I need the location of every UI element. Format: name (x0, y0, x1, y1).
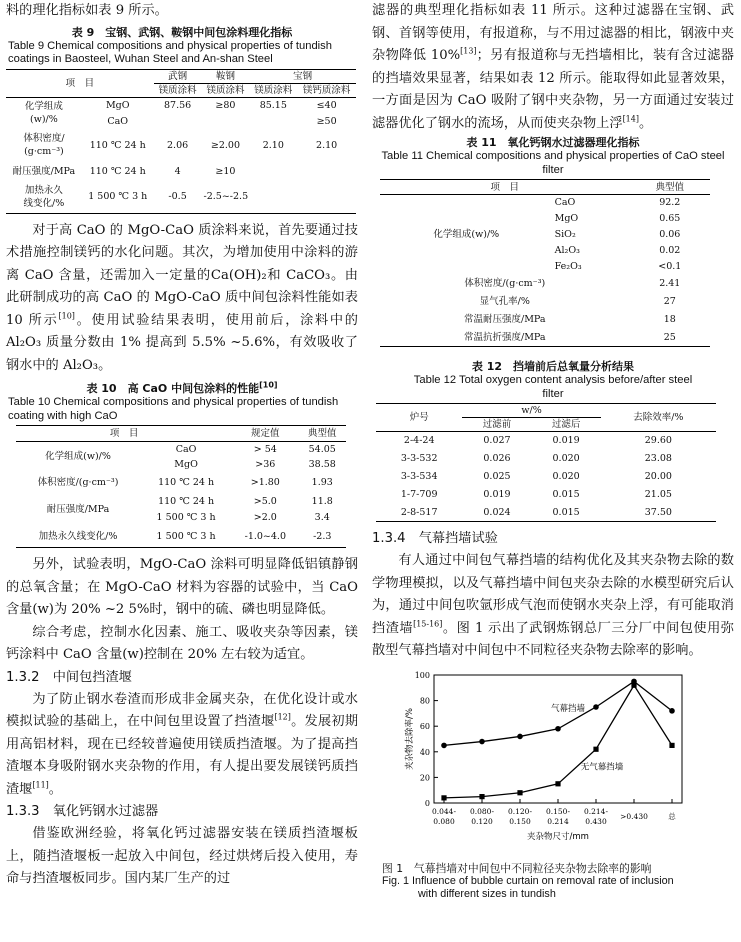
x-tick-label: 总 (668, 811, 676, 821)
t9-r4-v1: -0.5 (168, 191, 187, 203)
para-6 (372, 0, 734, 135)
t9-head-item: 项 目 (65, 77, 95, 89)
para-6-text: 滤器的典型理化指标如表 11 所示。这种过滤器在宝钢、武钢、首钢等使用，有报道称，与不用过滤器的相比，钢液中夹杂物降低 10% (372, 3, 734, 63)
t10-r1b-typ: 38.58 (308, 458, 336, 470)
x-tick-label: 0.080- (469, 806, 495, 816)
table11 (380, 179, 710, 347)
para-6-ref: [13] (460, 46, 477, 56)
series-0-point (593, 704, 599, 710)
series-0-point (669, 708, 675, 714)
t12-head-heat: 炉号 (409, 412, 429, 423)
t12-cell-after: 0.020 (552, 471, 580, 482)
t10-r3-label: 耐压强度/MPa (46, 504, 110, 515)
t11-phys-value: 2.41 (659, 278, 681, 289)
table11-caption-en: Table 11 Chemical compositions and physical properties of CaO steel filter (381, 150, 725, 176)
para-6-ref2: [14] (622, 114, 639, 124)
t12-head-before: 过滤前 (482, 419, 512, 430)
t12-cell-heat: 2-8-517 (400, 506, 438, 518)
series-0-point (441, 742, 447, 748)
t9-r2-v1: 2.06 (167, 139, 189, 151)
t11-phys-value: 27 (663, 296, 676, 307)
t10-r3a-spec: >5.0 (253, 496, 277, 507)
x-tick-label-2: 0.214 (547, 816, 569, 826)
t11-comp-value: 92.2 (659, 197, 681, 209)
para-1-text: 对于高 CaO 的 MgO-CaO 质涂料来说，首先要通过技术措施控制镁钙的水化问题。其次，为增加使用中涂料的游离 CaO 含量，还需加入一定量的Ca(OH)₂和 CaCO₃。由此研制成功的高 CaO 的 MgO-CaO 质中间包涂料性能如表 10 所示 (6, 222, 358, 328)
t9-r4-v2: -2.5~-2.5 (203, 191, 249, 203)
t11-comp-value: 0.06 (659, 229, 681, 240)
x-tick-label-2: 0.430 (585, 816, 607, 826)
t12-cell-rate: 37.50 (644, 506, 672, 518)
right-column (372, 0, 734, 901)
t12-row (376, 504, 716, 522)
para-2: 另外，试验表明，MgO-CaO 涂料可明显降低铝镇静钢的总氧含量；在 MgO-CaO 材料为容器的试验中，当 CaO 含量(w)为 20% ~2 5%时，钢中的硫、磷也明显降低。 (6, 557, 358, 617)
x-axis-label: 夹杂物尺寸/mm (527, 831, 589, 842)
t12-cell-before: 0.025 (483, 471, 511, 482)
left-column (6, 0, 358, 891)
t12-row (376, 450, 716, 468)
t12-cell-after: 0.019 (552, 435, 580, 447)
t9-sub-mg3: 镁质涂料 (254, 84, 293, 96)
t10-r4-spec: -1.0~4.0 (244, 530, 286, 542)
t11-comp-key: CaO (554, 197, 576, 209)
section-1-3-3: 1.3.3 氧化钙钢水过滤器 (6, 804, 159, 819)
t9-r1-label1: 化学组成 (24, 101, 63, 113)
t10-r2-typ: 1.93 (311, 477, 333, 488)
t11-phys-row (380, 275, 710, 293)
t9-r2-v4: 2.10 (316, 139, 338, 151)
t9-r3-label: 耐压强度/MPa (12, 165, 76, 177)
t9-r4-label2: 线变化/% (23, 197, 65, 209)
x-tick-label-2: 0.120 (471, 816, 493, 826)
para-7-text: 有人通过中间包气幕挡墙的结构优化及其夹杂物去除的数学物理模拟，以及气幕挡墙中间包夹杂去除的水模型研究后认为，通过中间包吹氩形成气泡而使钢水夹杂上浮，有可能取消挡渣墙 (372, 553, 734, 636)
para-7-ref: [15-16] (413, 619, 443, 629)
t11-phys-value: 25 (663, 331, 676, 343)
para-1-text-b: 。使用试验结果表明，使用前后，涂料中的 Al₂O₃ 质量分数由 1% 提高到 5.5% ~5.6%，有效吸收了钢水中的 Al₂O₃。 (6, 312, 358, 373)
t9-r1a-v4: ≤40 (316, 99, 337, 111)
t11-comp-value: 0.02 (659, 245, 681, 256)
t11-comp-key: MgO (554, 213, 579, 224)
t9-r4-label1: 加热永久 (24, 184, 63, 196)
t10-r3a-cond: 110 ℃ 24 h (158, 496, 215, 507)
t11-comp-label: 化学组成(w)/% (433, 229, 500, 241)
t11-phys-value: 18 (663, 314, 676, 325)
t12-rows (376, 432, 716, 522)
x-tick-label: 0.214- (583, 806, 609, 816)
t12-cell-heat: 3-3-534 (400, 471, 438, 482)
t10-r2-label: 体积密度/(g·cm⁻³) (37, 477, 119, 488)
t12-cell-heat: 2-4-24 (403, 435, 435, 447)
t12-cell-heat: 3-3-532 (400, 453, 438, 464)
t9-r1a-v2: ≥80 (215, 99, 236, 111)
fig-caption-en1: Fig. 1 Influence of bubble curtain on removal rate of inclusion (382, 874, 674, 887)
table9-caption-en: Table 9 Chemical compositions and physical properties of tundish coatings in Baosteel, Wuhan Steel and An-shan Steel (8, 39, 332, 65)
section-1-3-4: 1.3.4 气幕挡墙试验 (372, 531, 498, 546)
t11-phys-rows (380, 275, 710, 347)
figure-1-chart (372, 667, 734, 862)
t12-row (376, 468, 716, 486)
t12-cell-heat: 1-7-709 (400, 489, 438, 500)
t11-comp-key: SiO₂ (554, 229, 576, 240)
table12-caption-cn: 表 12 挡墙前后总氧量分析结果 (471, 360, 635, 373)
t10-head-typ: 典型值 (307, 428, 337, 439)
series-0-point (555, 725, 561, 731)
series-0-point (479, 738, 485, 744)
t9-r3-v2: ≥10 (215, 165, 236, 177)
t10-r2-cond: 110 ℃ 24 h (158, 477, 215, 488)
t11-comp-value: <0.1 (658, 261, 682, 272)
t9-r1a-v3: 85.15 (259, 99, 287, 111)
para-4-text-b: 。发展初期用高铝材料，现在已经较普遍使用镁质挡渣堰。为了提高挡渣堰本身吸附钢水夹杂物的作用，有人提出要发展镁钙质挡渣堰 (6, 714, 359, 797)
t10-head-spec: 规定值 (251, 428, 280, 439)
t12-row (376, 432, 716, 450)
series-1-point (441, 795, 446, 800)
t10-r4-cond: 1 500 ℃ 3 h (156, 530, 216, 542)
x-tick-label: 0.044- (431, 806, 457, 816)
table10 (16, 425, 346, 548)
t12-head-rate: 去除效率/% (633, 412, 684, 423)
t11-comp-rows (380, 195, 710, 275)
para-6-text-b: ；另有报道称与无挡墙相比，装有含过滤器的挡墙效果显著，结果如表 12 所示。能取得如此显著效果，一方面是因为 CaO 吸附了钢中夹杂物，另一方面通过安装过滤器优化了钢水的流场，从而使夹杂物上浮 (372, 48, 734, 131)
figure-1-caption (372, 862, 734, 901)
t12-cell-before: 0.027 (483, 435, 511, 447)
t11-phys-key: 常温抗折强度/MPa (464, 331, 546, 343)
intro-text: 料的理化指标如表 9 所示。 (6, 3, 168, 18)
y-tick-label: 0 (424, 798, 430, 808)
t12-cell-rate: 29.60 (644, 435, 672, 447)
table11-caption-cn: 表 11 氧化钙钢水过滤器理化指标 (466, 136, 640, 149)
series-1-point (555, 781, 560, 786)
table10-caption-cn (6, 381, 358, 396)
x-tick-label-2: 0.080 (433, 816, 455, 826)
series-1-point (593, 746, 598, 751)
table9-caption-cn: 表 9 宝钢、武钢、鞍钢中间包涂料理化指标 (71, 25, 293, 39)
t12-head-w: w/% (462, 404, 600, 418)
t11-head-item: 项 目 (490, 181, 520, 193)
x-tick-label-2: 0.150 (509, 816, 531, 826)
t9-r3-cond: 110 ℃ 24 h (89, 165, 146, 177)
series-1-point (517, 790, 522, 795)
t11-head-typ: 典型值 (655, 181, 685, 193)
t10-r1a-spec: > 54 (253, 443, 277, 455)
y-tick-label: 60 (419, 721, 430, 731)
y-tick-label: 80 (419, 696, 430, 706)
t9-r2-cond: 110 ℃ 24 h (89, 139, 146, 151)
t10-r1b-comp: MgO (174, 458, 198, 470)
t10-r3b-typ: 3.4 (314, 512, 330, 523)
para-6-text-c: 。 (638, 115, 653, 131)
series-1-point (479, 794, 484, 799)
section-1-3-2: 1.3.2 中间包挡渣堰 (6, 669, 132, 685)
y-tick-label: 40 (419, 747, 430, 757)
t12-row (376, 486, 716, 504)
para-5: 借鉴欧洲经验，将氧化钙过滤器安装在镁质挡渣堰板上，随挡渣堰板一起放入中间包，经过烘烤后投入使用，寿命与挡渣堰板同步。国内某厂生产的过 (6, 826, 358, 886)
table12-caption-en: Table 12 Total oxygen content analysis before/after steel filter (413, 374, 693, 400)
t10-r2-spec: >1.80 (250, 477, 280, 488)
t12-cell-rate: 20.00 (644, 471, 672, 482)
t10-r1a-comp: CaO (175, 443, 197, 455)
fig-caption-cn: 图 1 气幕挡墙对中间包中不同粒径夹杂物去除率的影响 (382, 861, 652, 875)
t12-cell-after: 0.015 (552, 489, 580, 500)
table10-caption-en: Table 10 Chemical compositions and physical properties of tundish coating with high CaO (8, 396, 339, 422)
t9-r2-v2: ≥2.00 (210, 139, 240, 151)
t11-phys-row (380, 293, 710, 311)
t9-r1a-comp: MgO (105, 99, 130, 111)
t11-comp-key: Fe₂O₃ (554, 261, 582, 272)
t9-sub-mg1: 镁质涂料 (158, 84, 197, 96)
t10-r1-label: 化学组成(w)/% (45, 451, 111, 463)
t9-r2-v3: 2.10 (262, 139, 284, 151)
para-7-text-b: 。图 1 示出了武钢炼钢总厂三分厂中间包使用弥散型气幕挡墙对中间包中不同粒径夹杂物去除率的影响。 (372, 620, 734, 658)
t9-sub-mg2: 镁质涂料 (206, 84, 245, 96)
x-tick-label: 0.150- (545, 806, 571, 816)
series-0-point (517, 733, 523, 739)
t11-comp-key: Al₂O₃ (554, 245, 580, 256)
t12-cell-after: 0.015 (552, 506, 580, 518)
t12-cell-rate: 21.05 (644, 489, 672, 500)
series-label-1: 无气幕挡墙 (580, 762, 624, 773)
t12-cell-after: 0.020 (552, 453, 580, 464)
para-4 (6, 689, 358, 802)
series-1-point (669, 742, 674, 747)
t11-phys-key: 常温耐压强度/MPa (464, 314, 546, 325)
t9-head-ag: 鞍钢 (202, 69, 250, 83)
para-4-ref2: [11] (32, 780, 49, 790)
para-7 (372, 550, 734, 663)
table10-caption-cn-text: 表 10 高 CaO 中间包涂料的性能 (86, 382, 260, 395)
t12-cell-before: 0.026 (483, 453, 511, 464)
x-tick-label: 0.120- (507, 806, 533, 816)
y-tick-label: 100 (414, 670, 430, 680)
para-1 (6, 220, 358, 378)
para-3: 综合考虑，控制水化因素、施工、吸收夹杂等因素，镁钙涂料中 CaO 含量(w)控制在 20% 左右较为适宜。 (6, 624, 358, 662)
t11-comp-value: 0.65 (659, 213, 681, 224)
t9-r1-label2: (w)/% (30, 114, 58, 126)
t10-r4-typ: -2.3 (313, 530, 332, 542)
t9-r1b-v4: ≥50 (316, 115, 337, 127)
y-axis-label: 夹杂物去除率/% (405, 707, 415, 770)
para-1-ref: [10] (58, 311, 75, 321)
y-tick-label: 20 (419, 772, 430, 782)
t12-head-after: 过滤后 (551, 419, 581, 430)
t9-r2-label2: (g·cm⁻³) (24, 146, 64, 157)
t10-r3b-spec: >2.0 (253, 512, 277, 523)
t9-r1a-v1: 87.56 (163, 99, 192, 111)
fig-caption-en2: with different sizes in tundish (418, 887, 556, 900)
series-label-0: 气幕挡墙 (550, 703, 586, 714)
t9-sub-mgca: 镁钙质涂料 (302, 84, 351, 96)
t10-r3b-cond: 1 500 ℃ 3 h (156, 512, 216, 523)
t10-r4-label: 加热永久线变化/% (38, 530, 118, 542)
t10-r1b-spec: >36 (255, 458, 276, 470)
t10-head-item: 项 目 (109, 428, 139, 439)
x-tick-label: >0.430 (620, 811, 648, 821)
table10-caption-ref: [10] (259, 380, 278, 390)
t9-head-bg: 宝钢 (249, 69, 356, 83)
t12-cell-before: 0.024 (483, 506, 511, 518)
t11-phys-row (380, 311, 710, 329)
t9-head-wg: 武钢 (154, 69, 202, 83)
para-4-text: 为了防止钢水卷渣而形成非金属夹杂，在优化设计或水模拟试验的基础上，在中间包里设置了挡渣堰 (6, 691, 358, 729)
t11-comp-row (380, 195, 710, 211)
series-1-point (631, 682, 636, 687)
t12-cell-rate: 23.08 (644, 453, 672, 464)
t11-phys-key: 体积密度/(g·cm⁻³) (464, 278, 546, 289)
t12-cell-before: 0.019 (483, 489, 511, 500)
t10-r1a-typ: 54.05 (308, 443, 336, 455)
t9-r2-label1: 体积密度/ (23, 133, 65, 144)
para-4-ref: [12] (274, 712, 291, 722)
t9-r1b-comp: CaO (107, 115, 129, 127)
table9 (6, 69, 356, 214)
t10-r3a-typ: 11.8 (311, 496, 333, 507)
t9-r4-cond: 1 500 ℃ 3 h (88, 191, 148, 203)
t11-phys-row (380, 329, 710, 347)
t9-r3-v1: 4 (174, 165, 181, 177)
para-4-text-c: 。 (48, 781, 62, 797)
table12 (376, 403, 716, 522)
t11-phys-key: 显气孔率/% (479, 296, 530, 307)
